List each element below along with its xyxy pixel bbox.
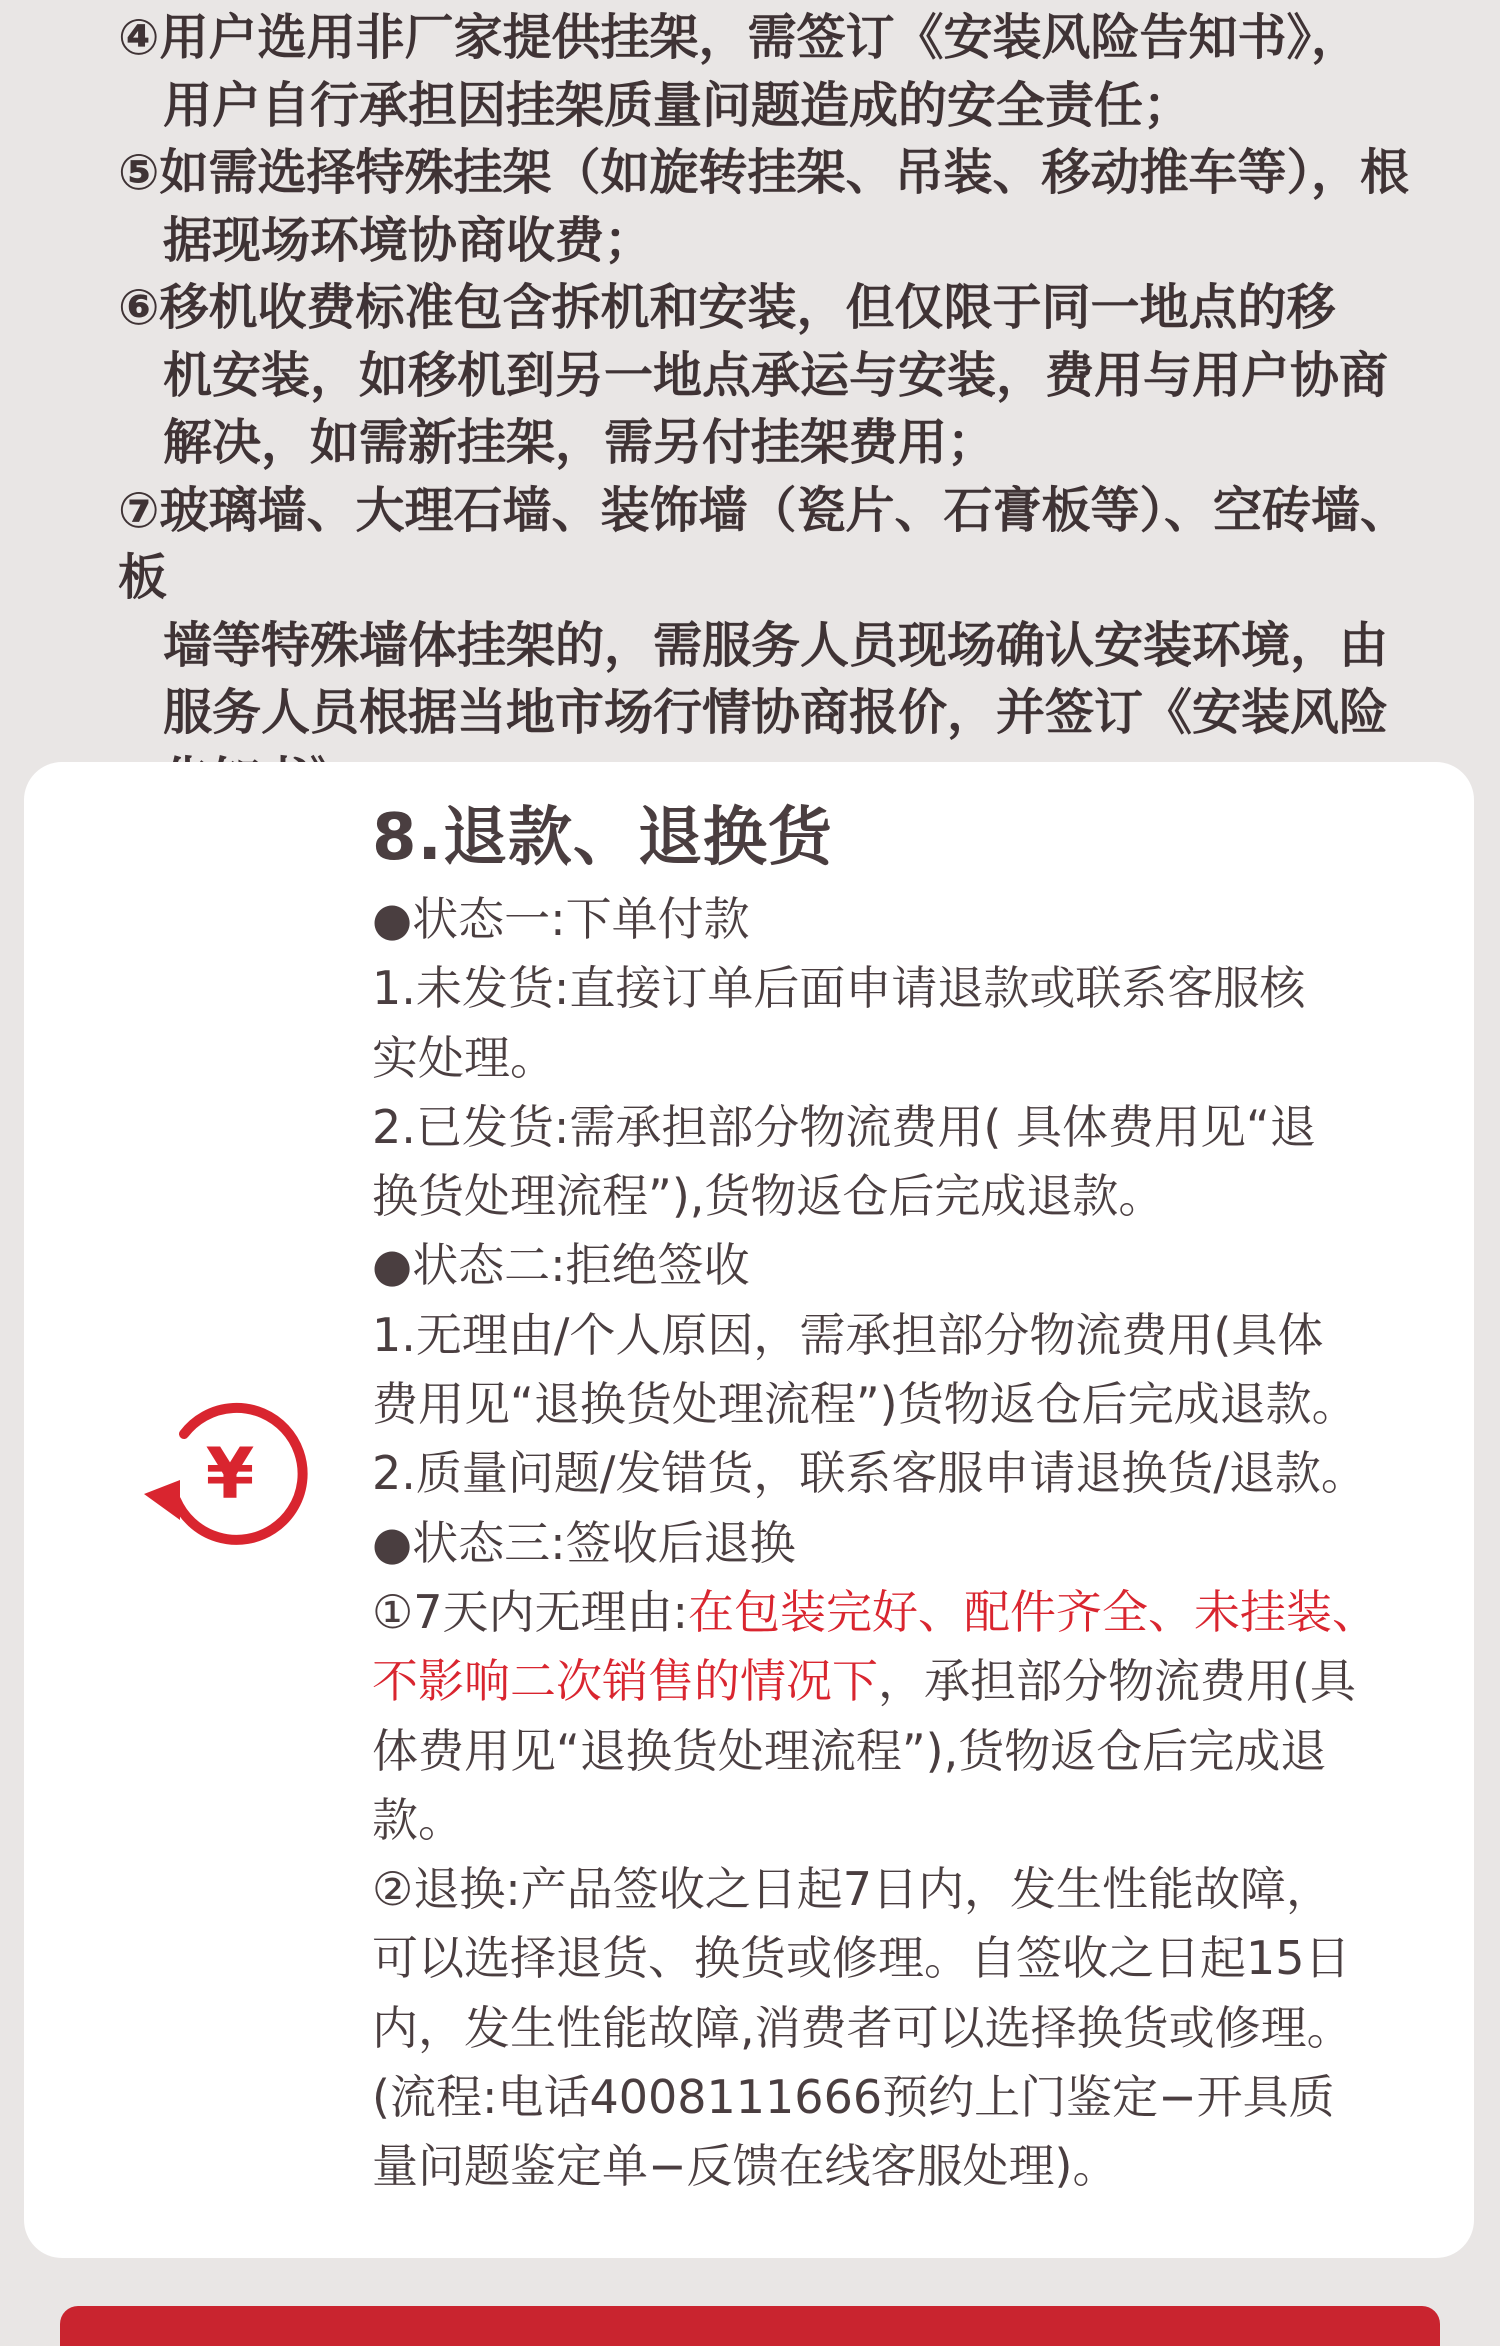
policy-line: 体费用见“退换货处理流程”),货物返仓后完成退 [372, 1723, 1327, 1778]
note-item [118, 4, 1418, 139]
note-line: 据现场环境协商收费； [163, 211, 654, 269]
note-line: ④用户选用非厂家提供挂架，需签订《安装风险告知书》， [118, 9, 1360, 66]
policy-line: 费用见“退换货处理流程”)货物返仓后完成退款。 [372, 1377, 1358, 1432]
policy-line: 1.无理由/个人原因，需承担部分物流费用(具体 [372, 1307, 1324, 1362]
policy-line: (流程:电话4008111666预约上门鉴定−开具质 [372, 2070, 1335, 2125]
policy-line: 1.未发货:直接订单后面申请退款或联系客服核 [372, 961, 1306, 1016]
installation-notes [118, 4, 1418, 814]
highlighted-condition: 不影响二次销售的情况下 [372, 1654, 878, 1709]
policy-line: 2.已发货:需承担部分物流费用( 具体费用见“退 [372, 1099, 1316, 1154]
policy-line: 2.质量问题/发错货，联系客服申请退换货/退款。 [372, 1446, 1367, 1501]
policy-line [372, 1647, 1482, 1716]
policy-line: 可以选择退货、换货或修理。自签收之日起15日 [372, 1931, 1351, 1986]
policy-line: 换货处理流程”),货物返仓后完成退款。 [372, 1169, 1165, 1224]
status-heading: ●状态一:下单付款 [372, 892, 750, 946]
policy-text: ，承担部分物流费用(具 [878, 1654, 1356, 1709]
policy-line: 实处理。 [372, 1030, 556, 1085]
note-line: ⑤如需选择特殊挂架（如旋转挂架、吊装、移动推车等），根 [118, 144, 1409, 201]
highlighted-condition: 在包装完好、配件齐全、未挂装、 [688, 1584, 1379, 1639]
svg-text:¥: ¥ [205, 1433, 255, 1515]
note-item [118, 139, 1418, 274]
policy-text: ①7天内无理由: [372, 1584, 689, 1639]
note-line: 服务人员根据当地市场行情协商报价，并签订《安装风险 [163, 684, 1389, 741]
policy-line: ②退换:产品签收之日起7日内，发生性能故障， [372, 1862, 1333, 1917]
status-heading: ●状态二:拒绝签收 [372, 1238, 750, 1293]
policy-line: 款。 [372, 1792, 464, 1847]
card-title: 8.退款、退换货 [372, 801, 833, 875]
note-line: 墙等特殊墙体挂架的，需服务人员现场确认安装环境，由 [163, 616, 1389, 674]
bottom-section-header [60, 2306, 1440, 2346]
note-line: 机安装，如移机到另一地点承运与安装，费用与用户协商 [163, 346, 1389, 404]
refund-yen-icon [136, 1382, 316, 1562]
note-item [118, 274, 1418, 477]
policy-line: 内，发生性能故障,消费者可以选择换货或修理。 [372, 2000, 1353, 2055]
refund-policy-text [372, 795, 1482, 2202]
note-line: 解决，如需新挂架，需另付挂架费用； [163, 414, 997, 471]
note-line: 用户自行承担因挂架质量问题造成的安全责任； [163, 76, 1193, 134]
policy-line: 量问题鉴定单−反馈在线客服处理)。 [372, 2139, 1119, 2194]
note-line: ⑥移机收费标准包含拆机和安装，但仅限于同一地点的移 [118, 279, 1336, 336]
note-line: ⑦玻璃墙、大理石墙、装饰墙（瓷片、石膏板等）、空砖墙、板 [118, 481, 1409, 606]
policy-line [372, 1578, 1482, 1647]
status-heading: ●状态三:签收后退换 [372, 1515, 796, 1570]
